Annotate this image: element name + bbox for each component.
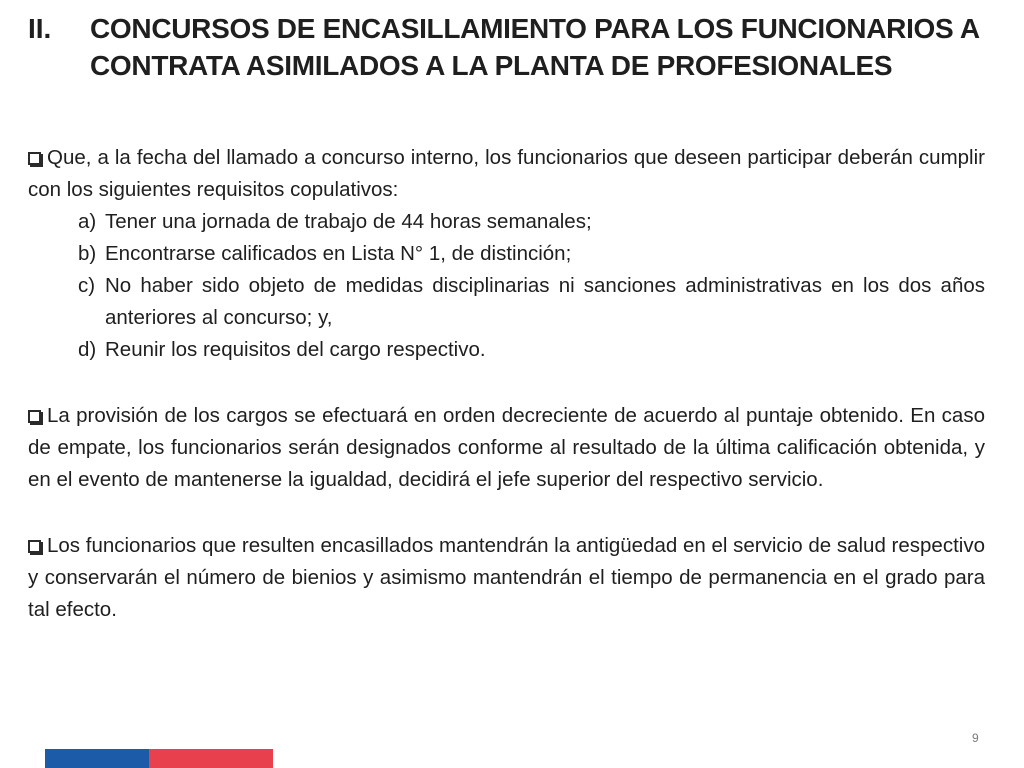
list-marker: d) (78, 338, 97, 361)
page-number: 9 (972, 731, 979, 745)
footer-blue-block (45, 749, 149, 768)
list-item (28, 334, 985, 366)
list-marker: c) (78, 274, 96, 297)
paragraph-provision (28, 400, 985, 496)
list-item (28, 206, 985, 238)
list-text: No haber sido objeto de medidas disciplinarias ni sanciones administrativas en los dos años anteriores al concurso; y, (105, 274, 985, 329)
slide-title (28, 10, 1013, 84)
paragraph-1-text: Que, a la fecha del llamado a concurso interno, los funcionarios que deseen participar deberán cumplir con los siguientes requisitos copulativos: (28, 146, 985, 201)
spacer (28, 496, 985, 530)
list-marker: a) (78, 210, 97, 233)
paragraph-requisitos (28, 142, 985, 206)
requirements-list (28, 206, 985, 366)
paragraph-3-text: Los funcionarios que resulten encasillados mantendrán la antigüedad en el servicio de salud respectivo y conservarán el número de bienios y asimismo mantendrán el tiempo de permanencia en el grado para tal efecto. (28, 534, 985, 621)
list-item (28, 270, 985, 334)
slide-body (28, 142, 985, 626)
list-item (28, 238, 985, 270)
list-text: Reunir los requisitos del cargo respectivo. (105, 338, 486, 361)
list-text: Tener una jornada de trabajo de 44 horas semanales; (105, 210, 592, 233)
checkbox-bullet-icon (28, 540, 41, 553)
footer-red-block (149, 749, 273, 768)
footer-color-bar (45, 749, 273, 768)
title-text (90, 10, 1013, 84)
paragraph-2-text: La provisión de los cargos se efectuará en orden decreciente de acuerdo al puntaje obtenido. En caso de empate, los funcionarios serán designados conforme al resultado de la última calificación obtenida, y en el evento de mantenerse la igualdad, decidirá el jefe superior del respectivo servicio. (28, 404, 985, 491)
list-text: Encontrarse calificados en Lista N° 1, de distinción; (105, 242, 572, 265)
title-number: II. (28, 13, 52, 44)
checkbox-bullet-icon (28, 410, 41, 423)
title-line-2: CONTRATA ASIMILADOS A LA PLANTA DE PROFESIONALES (90, 50, 893, 81)
title-line-1: CONCURSOS DE ENCASILLAMIENTO PARA LOS FUNCIONARIOS A (90, 13, 980, 44)
paragraph-antiguedad (28, 530, 985, 626)
checkbox-bullet-icon (28, 152, 41, 165)
spacer (28, 366, 985, 400)
list-marker: b) (78, 242, 97, 265)
